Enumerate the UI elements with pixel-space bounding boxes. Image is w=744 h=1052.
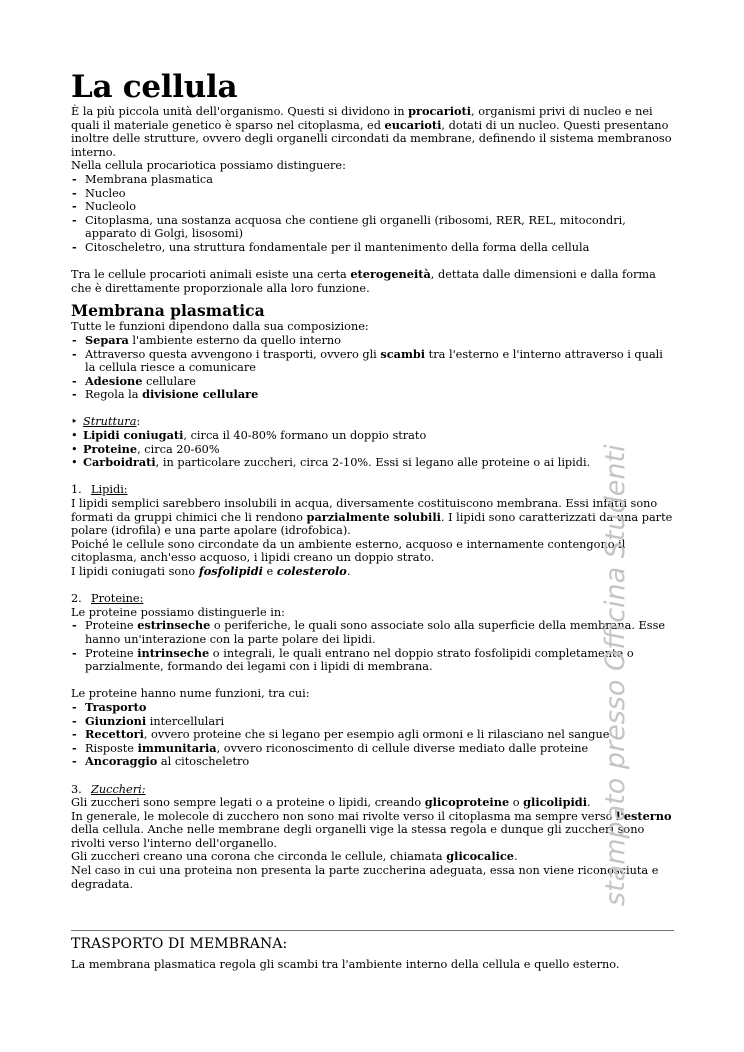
intro-lead: Nella cellula procariotica possiamo distinguere: [71, 159, 346, 173]
list-item: - Proteine intrinseche o integrali, le quali entrano nel doppio strato fosfolipidi completamente o parzialmente, formando dei legami con i lipidi di membrana. [71, 647, 675, 674]
lipidi-paragraph-3: I lipidi coniugati sono fosfolipidi e colesterolo. [71, 564, 351, 578]
prokaryote-list [71, 173, 675, 255]
list-item: - Proteine estrinseche o periferiche, le quali sono associate solo alla superficie della membrana. Esse hanno un'interazione con la parte polare dei lipidi. [71, 619, 675, 646]
proteine-lead: Le proteine possiamo distinguerle in: [71, 605, 285, 619]
list-item: - Giunzioni intercellulari [71, 715, 675, 729]
zuccheri-paragraph-2: In generale, le molecole di zucchero non sono mai rivolte verso il citoplasma ma sempre verso l'esterno della cellula. Anche nelle membrane degli organelli vige la stessa regola e dunque gli zuccheri sono rivolti verso l'interno dell'organello. [71, 808, 672, 850]
list-item: • Lipidi coniugati, circa il 40-80% formano un doppio strato [71, 429, 675, 443]
struttura-list [71, 429, 675, 470]
list-item: - Regola la divisione cellulare [71, 388, 675, 402]
proteine-functions-lead: Le proteine hanno nume funzioni, tra cui: [71, 687, 310, 701]
watermark: stampato presso Officina Studenti [600, 444, 631, 906]
trasporto-paragraph: La membrana plasmatica regola gli scambi tra l'ambiente interno della cellula e quello esterno. [71, 958, 620, 971]
proteine-functions-list [71, 701, 675, 769]
section-divider [71, 930, 674, 931]
list-item: • Carboidrati, in particolare zuccheri, circa 2-10%. Essi si legano alle proteine o ai lipidi. [71, 456, 675, 470]
list-item: - Trasporto [71, 701, 675, 715]
page-title: La cellula [71, 69, 238, 105]
document-body [71, 70, 675, 891]
list-item: - Membrana plasmatica [71, 173, 675, 187]
list-item: • Proteine, circa 20-60% [71, 443, 675, 457]
list-item: - Separa l'ambiente esterno da quello interno [71, 334, 675, 348]
lipidi-paragraph-1: I lipidi semplici sarebbero insolubili in acqua, diversamente costituiscono membrana. Essi infatti sono formati da gruppi chimici che li rendono parzialmente solubili. I lipidi sono caratterizzati da una parte polare (idrofila) e una parte apolare (idrofobica). [71, 497, 673, 538]
list-item: - Citoscheletro, una struttura fondamentale per il mantenimento della forma della cellula [71, 241, 675, 255]
subheading-lipidi: 1. Lipidi: [71, 483, 128, 497]
list-item: - Ancoraggio al citoscheletro [71, 755, 675, 769]
proteine-types-list [71, 619, 675, 673]
subheading-zuccheri: 3. Zuccheri: [71, 782, 146, 796]
section-heading-membrana: Membrana plasmatica [71, 301, 265, 321]
lipidi-paragraph-2: Poiché le cellule sono circondate da un ambiente esterno, acquoso e internamente contengono il citoplasma, anch'esso acquoso, i lipidi creano un doppio strato. [71, 537, 626, 565]
heterogeneity-paragraph: Tra le cellule procarioti animali esiste una certa eterogeneità, dettata dalle dimensioni e dalla forma che è direttamente proporzionale alla loro funzione. [71, 267, 656, 295]
intro-paragraph: È la più piccola unità dell'organismo. Questi si dividono in procarioti, organismi privi di nucleo e nei quali il materiale genetico è sparso nel citoplasma, ed eucarioti, dotati di un nucleo. Questi presentano inoltre delle strutture, ovvero degli organelli circondati da membrane, definendo il sistema membranoso interno. [71, 104, 672, 159]
list-item: - Citoplasma, una sostanza acquosa che contiene gli organelli (ribosomi, RER, REL, mitocondri, apparato di Golgi, lisosomi) [71, 214, 675, 241]
membrana-lead: Tutte le funzioni dipendono dalla sua composizione: [71, 320, 369, 334]
section-heading-trasporto: TRASPORTO DI MEMBRANA: [71, 936, 288, 952]
list-item: - Adesione cellulare [71, 375, 675, 389]
struttura-label: ‣ Struttura: [71, 415, 675, 429]
zuccheri-paragraph-1: Gli zuccheri sono sempre legati o a proteine o lipidi, creando glicoproteine o glicolipidi. [71, 795, 591, 810]
list-item: - Nucleo [71, 187, 675, 201]
zuccheri-paragraph-4: Nel caso in cui una proteina non presenta la parte zuccherina adeguata, essa non viene riconosciuta e degradata. [71, 864, 659, 891]
list-item: - Attraverso questa avvengono i trasporti, ovvero gli scambi tra l'esterno e l'interno attraverso i quali la cellula riesce a comunicare [71, 348, 675, 375]
subheading-proteine: 2. Proteine: [71, 592, 144, 606]
list-item: - Recettori, ovvero proteine che si legano per esempio agli ormoni e li rilasciano nel sangue [71, 728, 675, 742]
list-item: - Risposte immunitaria, ovvero riconoscimento di cellule diverse mediato dalle proteine [71, 742, 675, 756]
zuccheri-paragraph-3: Gli zuccheri creano una corona che circonda le cellule, chiamata glicocalice. [71, 849, 518, 864]
list-item: - Nucleolo [71, 200, 675, 214]
membrana-functions-list [71, 334, 675, 402]
